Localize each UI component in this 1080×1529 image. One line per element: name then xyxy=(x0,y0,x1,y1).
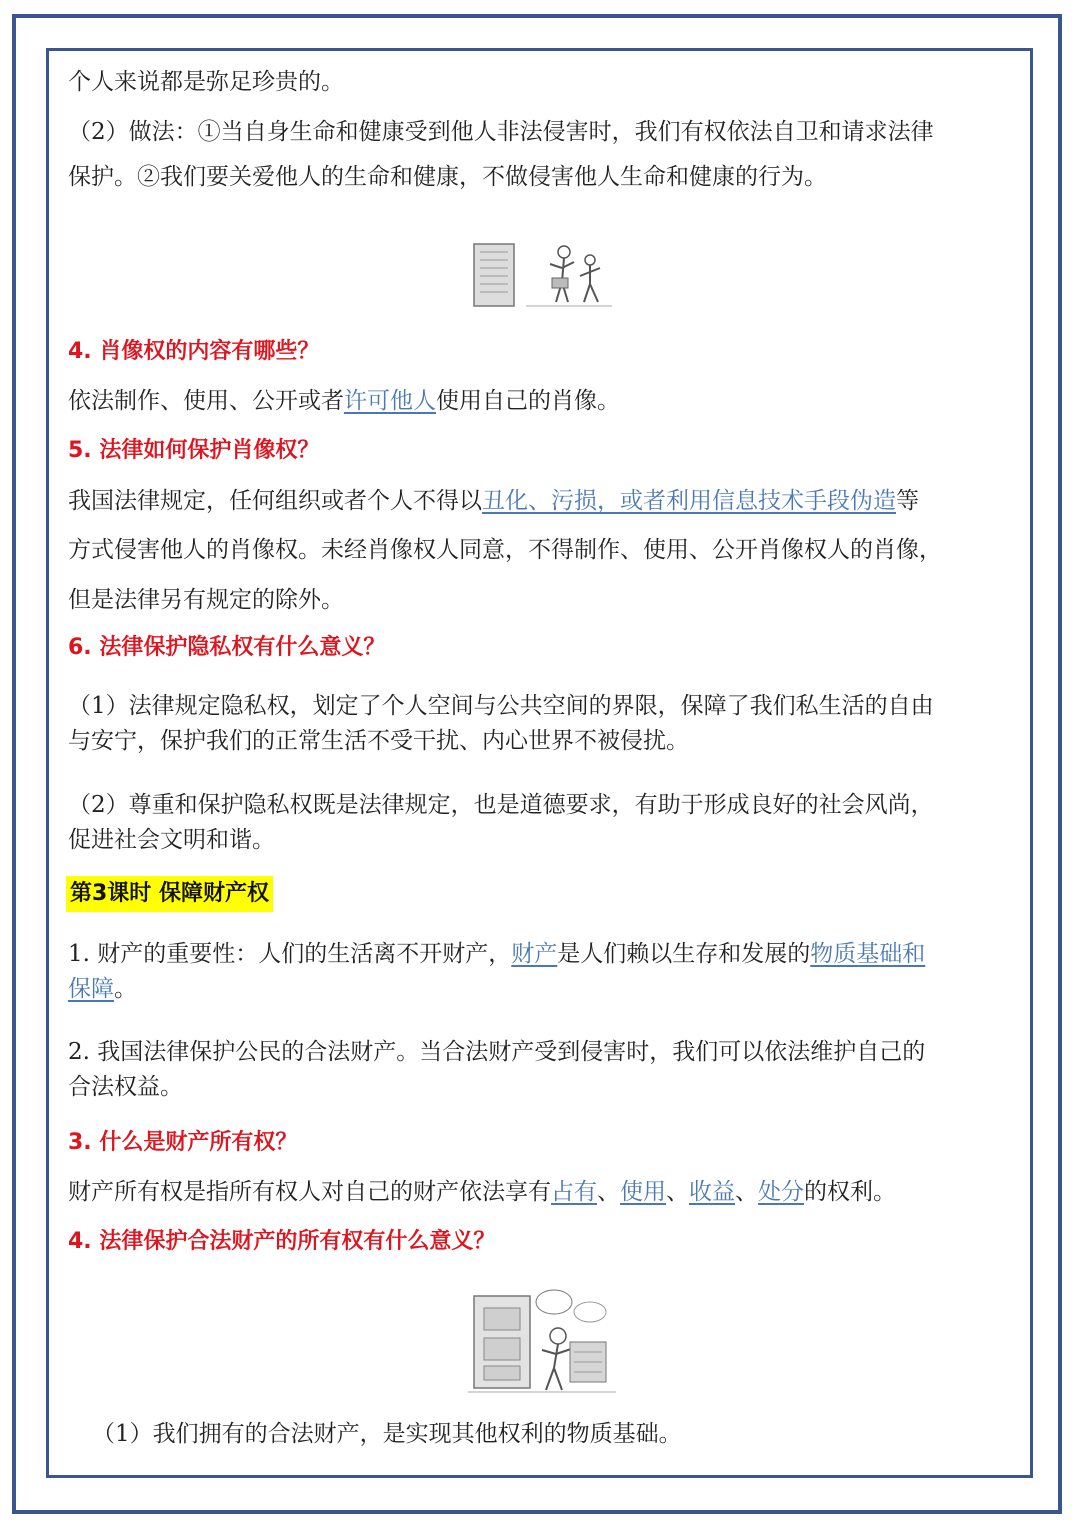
question-heading: 3. 什么是财产所有权？ xyxy=(68,1130,298,1155)
key-term-link[interactable]: 许可他人 xyxy=(344,388,436,414)
answer-text: 的权利。 xyxy=(804,1179,896,1205)
answer-text: 是人们赖以生存和发展的 xyxy=(557,941,811,967)
answer-line: 但是法律另有规定的除外。 xyxy=(68,587,344,613)
answer-text: 依法制作、使用、公开或者 xyxy=(68,388,344,414)
answer-text: 使用自己的肖像。 xyxy=(436,388,620,414)
answer-line: （1）我们拥有的合法财产，是实现其他权利的物质基础。 xyxy=(92,1421,682,1447)
key-term-link[interactable]: 使用 xyxy=(620,1179,666,1205)
answer-line: 与安宁，保护我们的正常生活不受干扰、内心世界不被侵扰。 xyxy=(68,728,689,754)
property-illustration xyxy=(462,1280,622,1398)
answer-text: 。 xyxy=(114,976,137,1002)
key-term-link[interactable]: 保障 xyxy=(68,976,114,1002)
key-term-link[interactable]: 财产 xyxy=(511,941,558,967)
answer-line: （1）法律规定隐私权，划定了个人空间与公共空间的界限，保障了我们私生活的自由 xyxy=(68,693,934,719)
answer-line: 合法权益。 xyxy=(68,1074,183,1100)
answer-text: 我国法律规定，任何组织或者个人不得以 xyxy=(68,488,482,514)
answer-text: 等 xyxy=(896,488,919,514)
question-heading: 4. 法律保护合法财产的所有权有什么意义？ xyxy=(68,1229,496,1254)
key-term-link[interactable]: 物质基础和 xyxy=(810,941,926,967)
answer-line xyxy=(68,973,137,1005)
question-heading: 4. 肖像权的内容有哪些？ xyxy=(68,339,320,364)
question-heading: 6. 法律保护隐私权有什么意义？ xyxy=(68,635,386,660)
answer-line: （2）尊重和保护隐私权既是法律规定，也是道德要求，有助于形成良好的社会风尚， xyxy=(68,792,934,818)
section-title: 第3课时 保障财产权 xyxy=(66,876,273,912)
separator: 、 xyxy=(666,1179,689,1205)
answer-line xyxy=(68,385,620,417)
key-term-link[interactable]: 处分 xyxy=(758,1179,804,1205)
answer-line xyxy=(68,485,919,517)
key-term-link[interactable]: 占有 xyxy=(551,1179,597,1205)
answer-line: 促进社会文明和谐。 xyxy=(68,827,275,853)
text-line: 个人来说都是弥足珍贵的。 xyxy=(68,69,344,95)
answer-line xyxy=(68,1176,896,1208)
question-heading: 5. 法律如何保护肖像权？ xyxy=(68,438,320,463)
answer-text: 财产所有权是指所有权人对自己的财产依法享有 xyxy=(68,1179,551,1205)
answer-line xyxy=(68,938,925,970)
separator: 、 xyxy=(597,1179,620,1205)
text-line: （2）做法：①当自身生命和健康受到他人非法侵害时，我们有权依法自卫和请求法律 xyxy=(68,119,934,145)
key-term-link[interactable]: 收益 xyxy=(689,1179,735,1205)
legal-protection-illustration xyxy=(466,238,616,310)
key-term-link[interactable]: 丑化、污损，或者利用信息技术手段伪造 xyxy=(482,488,896,514)
answer-line: 2. 我国法律保护公民的合法财产。当合法财产受到侵害时，我们可以依法维护自己的 xyxy=(68,1039,926,1065)
separator: 、 xyxy=(735,1179,758,1205)
text-line: 保护。②我们要关爱他人的生命和健康，不做侵害他人生命和健康的行为。 xyxy=(68,164,827,190)
answer-text: 1. 财产的重要性：人们的生活离不开财产， xyxy=(68,941,512,967)
answer-line: 方式侵害他人的肖像权。未经肖像权人同意，不得制作、使用、公开肖像权人的肖像， xyxy=(68,537,942,563)
